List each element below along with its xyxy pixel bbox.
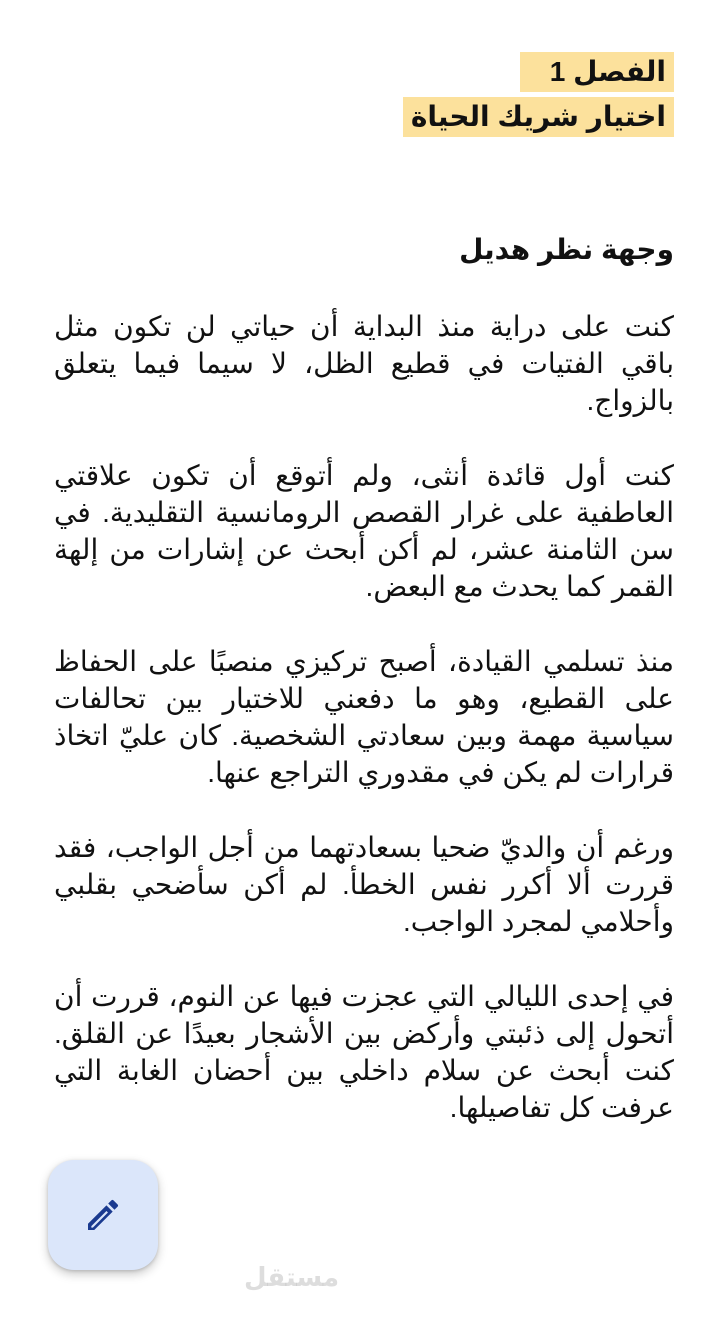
- watermark-logo: مستقل: [244, 1262, 340, 1292]
- paragraph-1: كنت على دراية منذ البداية أن حياتي لن تكون مثل باقي الفتيات في قطيع الظل، لا سيما فيما يتعلق بالزواج.: [54, 311, 674, 416]
- edit-fab-button[interactable]: [48, 1160, 158, 1270]
- paragraph-3: منذ تسلمي القيادة، أصبح تركيزي منصبًا على الحفاظ على القطيع، وهو ما دفعني للاختيار بين تحالفات سياسية مهمة وبين سعادتي الشخصية. كان عليّ اتخاذ قرارات لم يكن في مقدوري التراجع عنها.: [54, 646, 674, 788]
- paragraph-4: ورغم أن والديّ ضحيا بسعادتهما من أجل الواجب، فقد قررت ألا أكرر نفس الخطأ. لم أكن سأضحي بقلبي وأحلامي لمجرد الواجب.: [54, 832, 674, 937]
- pencil-icon: [83, 1195, 123, 1235]
- chapter-title-row: [54, 97, 674, 142]
- paragraph-5: في إحدى الليالي التي عجزت فيها عن النوم، قررت أن أتحول إلى ذئبتي وأركض بين الأشجار بعيدًا عن القلق. كنت أبحث عن سلام داخلي بين أحضان الغابة التي عرفت كل تفاصيلها.: [54, 981, 674, 1123]
- chapter-label-row: [54, 52, 674, 97]
- paragraph-2: كنت أول قائدة أنثى، ولم أتوقع أن تكون علاقتي العاطفية على غرار القصص الرومانسية التقليدية. في سن الثامنة عشر، لم أكن أبحث عن إشارات من إلهة القمر كما يحدث مع البعض.: [54, 460, 674, 602]
- chapter-title: اختيار شريك الحياة: [403, 97, 674, 137]
- section-heading: وجهة نظر هديل: [459, 234, 674, 265]
- chapter-label: الفصل 1: [520, 52, 674, 92]
- document-content: [54, 52, 674, 1126]
